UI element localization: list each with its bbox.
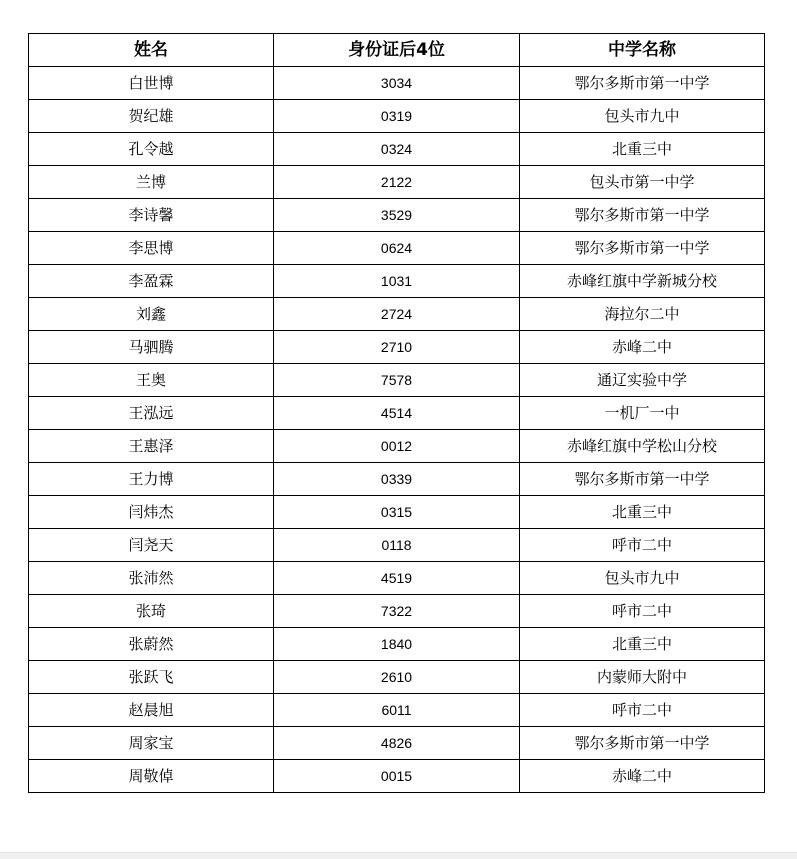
header-id-last4: 身份证后4位: [274, 34, 520, 67]
cell-school-name: 包头市九中: [520, 100, 765, 133]
table-row: [29, 430, 765, 463]
cell-name: 闫尧天: [29, 529, 274, 562]
cell-id-last4: 7578: [274, 364, 520, 397]
cell-id-last4: 0339: [274, 463, 520, 496]
table-row: [29, 397, 765, 430]
cell-school-name: 鄂尔多斯市第一中学: [520, 463, 765, 496]
table-row: [29, 67, 765, 100]
table-row: [29, 694, 765, 727]
cell-name: 张跃飞: [29, 661, 274, 694]
cell-id-last4: 1840: [274, 628, 520, 661]
header-name: 姓名: [29, 34, 274, 67]
table-row: [29, 628, 765, 661]
cell-id-last4: 4519: [274, 562, 520, 595]
cell-school-name: 包头市九中: [520, 562, 765, 595]
cell-id-last4: 3529: [274, 199, 520, 232]
cell-name: 李诗馨: [29, 199, 274, 232]
table-row: [29, 199, 765, 232]
cell-name: 张沛然: [29, 562, 274, 595]
cell-name: 周敬倬: [29, 760, 274, 793]
table-row: [29, 100, 765, 133]
cell-name: 王惠泽: [29, 430, 274, 463]
cell-name: 刘鑫: [29, 298, 274, 331]
cell-name: 孔令越: [29, 133, 274, 166]
cell-school-name: 鄂尔多斯市第一中学: [520, 727, 765, 760]
cell-school-name: 呼市二中: [520, 529, 765, 562]
cell-school-name: 鄂尔多斯市第一中学: [520, 232, 765, 265]
table-row: [29, 496, 765, 529]
table-row: [29, 232, 765, 265]
table-header-row: [29, 34, 765, 67]
table-row: [29, 562, 765, 595]
table-row: [29, 463, 765, 496]
cell-id-last4: 3034: [274, 67, 520, 100]
cell-school-name: 内蒙师大附中: [520, 661, 765, 694]
cell-school-name: 赤峰红旗中学新城分校: [520, 265, 765, 298]
student-roster-table: [28, 33, 765, 793]
table-row: [29, 727, 765, 760]
cell-name: 张蔚然: [29, 628, 274, 661]
table-row: [29, 760, 765, 793]
cell-id-last4: 2724: [274, 298, 520, 331]
table-row: [29, 265, 765, 298]
cell-school-name: 赤峰二中: [520, 331, 765, 364]
cell-id-last4: 0319: [274, 100, 520, 133]
roster-sheet: [28, 33, 765, 793]
table-row: [29, 364, 765, 397]
cell-name: 闫炜杰: [29, 496, 274, 529]
cell-name: 李盈霖: [29, 265, 274, 298]
table-row: [29, 133, 765, 166]
cell-id-last4: 1031: [274, 265, 520, 298]
table-row: [29, 529, 765, 562]
cell-school-name: 北重三中: [520, 628, 765, 661]
cell-school-name: 呼市二中: [520, 694, 765, 727]
cell-id-last4: 0315: [274, 496, 520, 529]
cell-id-last4: 0624: [274, 232, 520, 265]
cell-school-name: 呼市二中: [520, 595, 765, 628]
cell-id-last4: 0015: [274, 760, 520, 793]
cell-id-last4: 2122: [274, 166, 520, 199]
cell-name: 贺纪雄: [29, 100, 274, 133]
cell-name: 马驷腾: [29, 331, 274, 364]
cell-school-name: 通辽实验中学: [520, 364, 765, 397]
cell-school-name: 赤峰红旗中学松山分校: [520, 430, 765, 463]
cell-school-name: 北重三中: [520, 133, 765, 166]
cell-name: 兰博: [29, 166, 274, 199]
cell-id-last4: 7322: [274, 595, 520, 628]
cell-name: 周家宝: [29, 727, 274, 760]
cell-school-name: 包头市第一中学: [520, 166, 765, 199]
cell-name: 王泓远: [29, 397, 274, 430]
table-row: [29, 661, 765, 694]
cell-name: 张琦: [29, 595, 274, 628]
cell-school-name: 海拉尔二中: [520, 298, 765, 331]
cell-id-last4: 0012: [274, 430, 520, 463]
cell-name: 赵晨旭: [29, 694, 274, 727]
cell-name: 王奥: [29, 364, 274, 397]
table-row: [29, 298, 765, 331]
cell-school-name: 北重三中: [520, 496, 765, 529]
cell-id-last4: 2610: [274, 661, 520, 694]
cell-name: 李思博: [29, 232, 274, 265]
table-body: [29, 67, 765, 793]
cell-id-last4: 2710: [274, 331, 520, 364]
cell-school-name: 一机厂一中: [520, 397, 765, 430]
cell-school-name: 鄂尔多斯市第一中学: [520, 199, 765, 232]
cell-id-last4: 4826: [274, 727, 520, 760]
cell-school-name: 鄂尔多斯市第一中学: [520, 67, 765, 100]
cell-name: 王力博: [29, 463, 274, 496]
cell-school-name: 赤峰二中: [520, 760, 765, 793]
header-school-name: 中学名称: [520, 34, 765, 67]
table-row: [29, 331, 765, 364]
table-row: [29, 166, 765, 199]
cell-id-last4: 0324: [274, 133, 520, 166]
table-row: [29, 595, 765, 628]
cell-name: 白世博: [29, 67, 274, 100]
cell-id-last4: 0118: [274, 529, 520, 562]
cell-id-last4: 6011: [274, 694, 520, 727]
cell-id-last4: 4514: [274, 397, 520, 430]
